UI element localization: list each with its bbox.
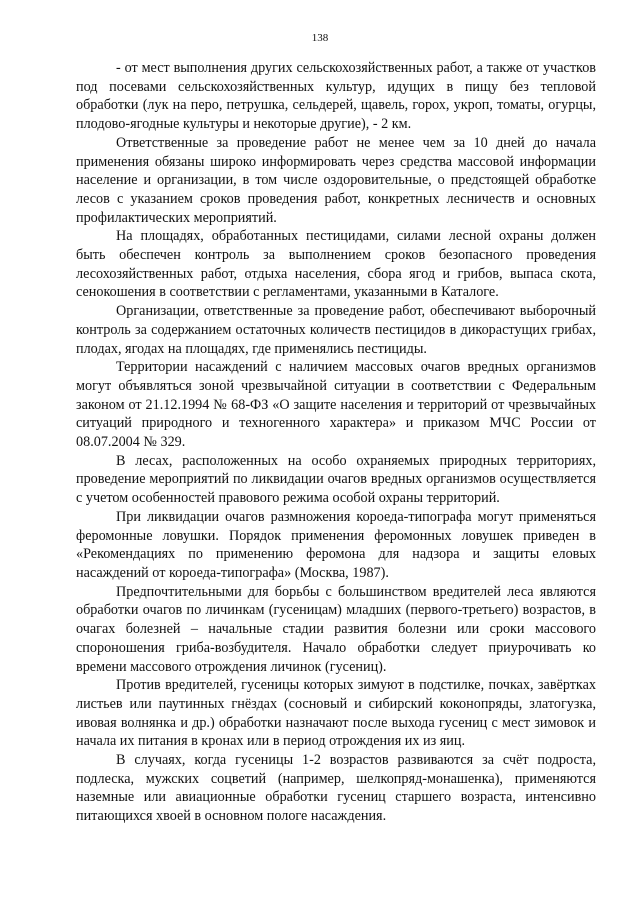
paragraph: Организации, ответственные за проведение работ, обеспечивают выборочный контроль за содержанием остаточных количеств пестицидов в дикорастущих грибах, плодах, ягодах на площадях, где применялись пестициды. [76,303,596,357]
paragraph: В случаях, когда гусеницы 1-2 возрастов развиваются за счёт подроста, подлеска, мужских соцветий (например, шелкопряд-монашенка), применяются наземные или авиационные обработки гусениц старшего возраста, интенсивно питающихся хвоей в основном пологе насаждения. [76,752,596,825]
paragraph: Против вредителей, гусеницы которых зимуют в подстилке, почках, завёртках листьев или паутинных гнёздах (сосновый и сибирский коконопряды, златогузка, ивовая волнянка и др.) обработки назначают после выхода гусениц с мест зимовок и начала их питания в кронах или в период отрождения их из яиц. [76,677,596,750]
page-number: 138 [311,32,329,44]
paragraph: - от мест выполнения других сельскохозяйственных работ, а также от участков под посевами сельскохозяйственных культур, идущих в пищу без тепловой обработки (лук на перо, петрушка, сельдерей, щавель, горох, укроп, томаты, огурцы, плодово-ягодные культуры и некоторые другие), - 2 км. [76,60,596,133]
paragraph: Территории насаждений с наличием массовых очагов вредных организмов могут объявляться зоной чрезвычайной ситуации в соответствии с Федеральным законом от 21.12.1994 № 68-ФЗ «О защите населения и территорий от чрезвычайных ситуаций природного и техногенного характера» и приказом МЧС России от 08.07.2004 № 329. [76,359,596,451]
paragraph: При ликвидации очагов размножения короеда-типографа могут применяться феромонные ловушки. Порядок применения феромонных ловушек приведен в «Рекомендациях по применению феромона для надзора и защиты еловых насаждений от короеда-типографа» (Москва, 1987). [76,508,596,581]
paragraph: Ответственные за проведение работ не менее чем за 10 дней до начала применения обязаны широко информировать через средства массовой информации население и организации, в том числе оздоровительные, о предстоящей обработке лесов с указанием сроков проведения работ, конкретных лесничеств и основных профилактических мероприятий. [76,134,596,226]
paragraph: На площадях, обработанных пестицидами, силами лесной охраны должен быть обеспечен контроль за выполнением сроков безопасного проведения лесохозяйственных работ, отдыха населения, сбора ягод и грибов, выпаса скота, сенокошения в соответствии с регламентами, указанными в Каталоге. [76,228,596,301]
paragraph: В лесах, расположенных на особо охраняемых природных территориях, проведение мероприятий по ликвидации очагов вредных организмов осуществляется с учетом особенностей правового режима особой охраны территорий. [76,452,596,507]
paragraph: Предпочтительными для борьбы с большинством вредителей леса являются обработки очагов по личинкам (гусеницам) младших (первого-третьего) возрастов, в очагах болезней – начальные стадии развития болезни или сроки массового спороношения гриба-возбудителя. Начало обработки следует приурочивать ко времени массового отрождения личинок (гусениц). [76,583,596,675]
document-body [76,59,596,826]
